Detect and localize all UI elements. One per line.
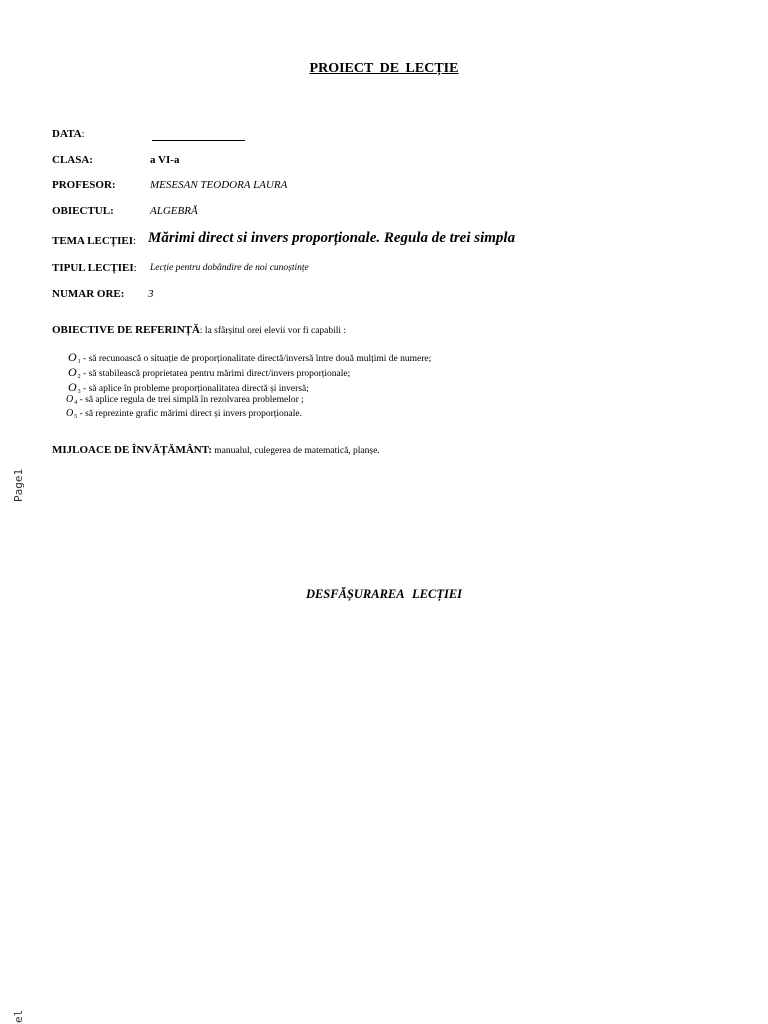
clasa-value: a VI-a: [150, 154, 180, 166]
clasa-label: CLASA:: [52, 154, 93, 166]
document-title: PROIECT DE LECȚIE: [309, 61, 459, 76]
data-label: DATA:: [52, 128, 85, 140]
profesor-value: MESESAN TEODORA LAURA: [150, 179, 288, 191]
tipul-value: Lecție pentru dobândire de noi cunoștințe: [150, 263, 309, 273]
obiectul-label: OBIECTUL:: [52, 205, 114, 217]
obiectul-value: ALGEBRĂ: [150, 205, 198, 217]
mijloace-line: [52, 444, 380, 456]
tipul-label: TIPUL LECȚIEI:: [52, 262, 137, 274]
objective-item: $O_5$ - să reprezinte grafic mărimi direct și invers proporționale.: [66, 408, 302, 420]
data-blank-line: [152, 140, 245, 141]
mijloace-text: manualul, culegerea de matematică, planșe.: [211, 446, 380, 456]
desfasurarea-heading: DESFĂȘURAREA LECȚIEI: [305, 587, 463, 601]
objective-item: $O_3$ - să aplice în probleme proporționalitatea directă și inversă;: [68, 380, 309, 395]
objectives-heading: [52, 324, 346, 336]
objective-item: $O_2$ - să stabilească proprietatea pentru mărimi direct/invers proporționale;: [68, 365, 351, 380]
objective-item: $O_4$ - să aplice regula de trei simplă în rezolvarea problemelor ;: [66, 394, 304, 406]
objective-item: $O_1$ - să recunoască o situație de proporționalitate directă/inversă între două mulțimi de numere;: [68, 350, 432, 365]
tema-value: Mărimi direct si invers proporționale. Regula de trei simpla: [148, 230, 516, 246]
objectives-heading-text: : la sfârșitul orei elevii vor fi capabili :: [199, 326, 347, 336]
mijloace-label: MIJLOACE DE ÎNVĂȚĂMÂNT:: [52, 444, 212, 456]
page-side-label: Page1: [12, 468, 25, 502]
profesor-label: PROFESOR:: [52, 179, 116, 191]
page-side-label-bottom: el: [12, 1009, 25, 1023]
objectives-heading-label: OBIECTIVE DE REFERINȚĂ: [52, 324, 200, 336]
tema-label: TEMA LECȚIEI:: [52, 235, 137, 247]
numar-ore-value: 3: [148, 288, 154, 300]
numar-ore-label: NUMAR ORE:: [52, 288, 125, 300]
